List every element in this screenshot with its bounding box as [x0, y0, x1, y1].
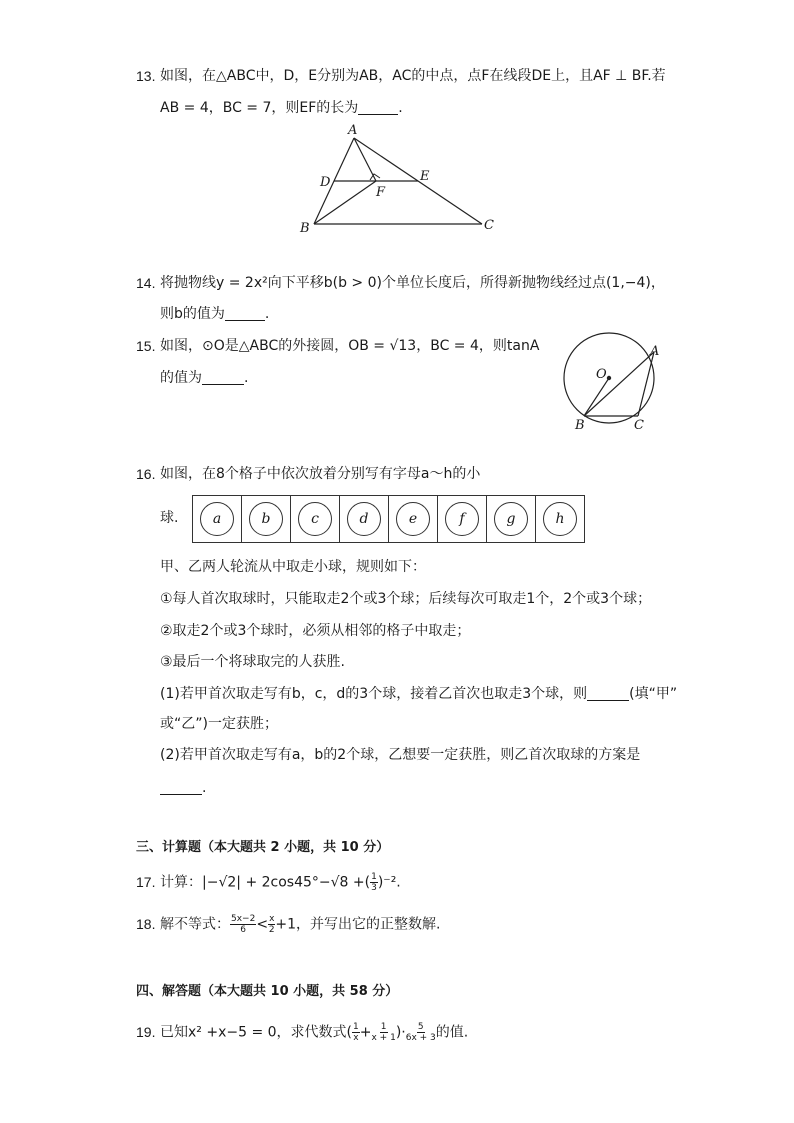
q16-ball-grid — [192, 495, 585, 543]
q18-f2-num: x — [269, 914, 275, 924]
q19-mid: )· — [395, 1024, 406, 1041]
q17-text — [160, 872, 401, 893]
q19-prefix: 已知x² +x−5 = 0，求代数式( — [160, 1024, 353, 1041]
grid-cell — [438, 496, 487, 542]
q19-fraction-1 — [352, 1022, 360, 1043]
q17-prefix: 计算： — [160, 874, 202, 891]
ball-a: a — [200, 502, 234, 536]
q15-label-C: C — [634, 418, 644, 433]
section3-heading: 三、计算题（本大题共 2 小题，共 10 分） — [136, 840, 390, 855]
q18-f2-den: 2 — [268, 925, 275, 935]
q13-text-line2 — [160, 98, 403, 118]
grid-cell — [536, 496, 584, 542]
q19-f2-num: 1 — [380, 1022, 387, 1032]
q17-fraction — [370, 872, 378, 893]
q19-suffix: 的值. — [435, 1024, 469, 1041]
q16-part2a: (2)若甲首次取走写有a，b的2个球，乙想要一定获胜，则乙首次取球的方案是 — [160, 747, 641, 763]
ball-d: d — [347, 502, 381, 536]
q13-triangle-figure — [290, 122, 510, 237]
q14-number: 14. — [136, 275, 156, 291]
ball-e: e — [396, 502, 430, 536]
q19-f1-den: x — [353, 1033, 359, 1043]
q16-rule-3: ③最后一个将球取完的人获胜. — [160, 654, 346, 670]
ball-g: g — [494, 502, 528, 536]
q13-text-line1: 如图，在△ABC中，D，E分别为AB，AC的中点，点F在线段DE上，且AF ⊥ BF.若 — [160, 68, 666, 84]
q18-prefix: 解不等式： — [160, 916, 230, 933]
q16-part1c: 或“乙”)一定获胜； — [160, 716, 278, 732]
q13-label-F: F — [376, 185, 386, 200]
q16-text-line2: 球. — [160, 510, 179, 526]
ball-h: h — [543, 502, 577, 536]
q16-rule-1: ①每人首次取球时，只能取走2个或3个球；后续每次可取走1个，2个或3个球； — [160, 591, 652, 607]
q19-f3-num: 5 — [417, 1022, 424, 1032]
ball-b: b — [249, 502, 283, 536]
q13-label-E: E — [420, 169, 430, 184]
q15-answer-blank[interactable] — [202, 370, 244, 385]
q17-expr: |−√2| + 2cos45°−√8 +( — [202, 874, 371, 891]
q15-text-line2 — [160, 368, 248, 388]
section4-heading: 四、解答题（本大题共 10 小题，共 58 分） — [136, 984, 399, 999]
q16-part1b: (填“甲” — [629, 686, 678, 702]
q14-text-line2 — [160, 304, 269, 324]
q15-text-line2a: 的值为 — [160, 370, 202, 386]
ball-c: c — [298, 502, 332, 536]
q15-label-B: B — [575, 418, 585, 433]
grid-cell — [389, 496, 438, 542]
q14-text-line2a: 则b的值为 — [160, 306, 225, 322]
q14-text-line1: 将抛物线y = 2x²向下平移b(b > 0)个单位长度后，所得新抛物线经过点(1,−4)， — [160, 275, 665, 291]
q19-number: 19. — [136, 1024, 156, 1040]
q18-f1-num: 5x−2 — [231, 914, 256, 924]
q13-text-line2a: AB = 4，BC = 7，则EF的长为 — [160, 100, 359, 116]
q18-fraction-1 — [230, 914, 256, 935]
q16-part1a: (1)若甲首次取走写有b，c，d的3个球，接着乙首次也取走3个球，则 — [160, 686, 588, 702]
q16-number: 16. — [136, 466, 156, 482]
q16-rules-intro: 甲、乙两人轮流从中取走小球，规则如下： — [160, 559, 426, 575]
q16-part2b: . — [202, 780, 207, 796]
q14-text-line2b: . — [264, 306, 270, 322]
q19-fraction-3 — [406, 1022, 436, 1043]
q13-label-D: D — [320, 175, 331, 190]
q16-part1-answer-blank[interactable] — [587, 686, 629, 701]
q15-label-A: A — [650, 344, 660, 359]
q18-text — [160, 914, 440, 935]
q17-suffix: )⁻². — [377, 874, 401, 891]
grid-cell — [487, 496, 536, 542]
q15-text-line2b: . — [244, 370, 249, 386]
q15-label-O: O — [596, 367, 607, 382]
q15-text-line1: 如图，⊙O是△ABC的外接圆，OB = √13，BC = 4，则tanA — [160, 338, 540, 354]
q19-plus: + — [359, 1024, 372, 1041]
q16-part2-answer-blank[interactable] — [160, 780, 202, 795]
ball-f: f — [445, 502, 479, 536]
q18-suffix: +1，并写出它的正整数解. — [275, 916, 441, 933]
q17-frac-num: 1 — [371, 872, 377, 882]
q19-text — [160, 1022, 468, 1043]
grid-cell — [291, 496, 340, 542]
q17-frac-den: 3 — [371, 883, 377, 893]
q13-label-B: B — [300, 221, 310, 236]
q13-label-A: A — [348, 123, 358, 138]
q13-answer-blank[interactable] — [358, 100, 398, 115]
q19-f2-den: x + 1 — [371, 1033, 396, 1043]
q13-number: 13. — [136, 68, 156, 84]
q13-text-line2b: . — [398, 100, 403, 116]
q17-number: 17. — [136, 874, 156, 890]
q16-part1-line1 — [160, 684, 677, 704]
q16-text-line1: 如图，在8个格子中依次放着分别写有字母a～h的小 — [160, 466, 481, 482]
q16-part2-line2 — [160, 778, 206, 798]
q14-answer-blank[interactable] — [225, 306, 265, 321]
grid-cell — [193, 496, 242, 542]
q13-label-C: C — [484, 218, 494, 233]
grid-cell — [340, 496, 389, 542]
q18-number: 18. — [136, 916, 156, 932]
q19-f3-den: 6x + 3 — [405, 1033, 436, 1043]
q15-circle-figure — [560, 330, 670, 435]
q19-fraction-2 — [371, 1022, 395, 1043]
q15-number: 15. — [136, 338, 156, 354]
q19-f1-num: 1 — [353, 1022, 359, 1032]
grid-cell — [242, 496, 291, 542]
q18-lt: < — [256, 916, 269, 933]
q16-rule-2: ②取走2个或3个球时，必须从相邻的格子中取走； — [160, 623, 471, 639]
q18-f1-den: 6 — [240, 925, 247, 935]
